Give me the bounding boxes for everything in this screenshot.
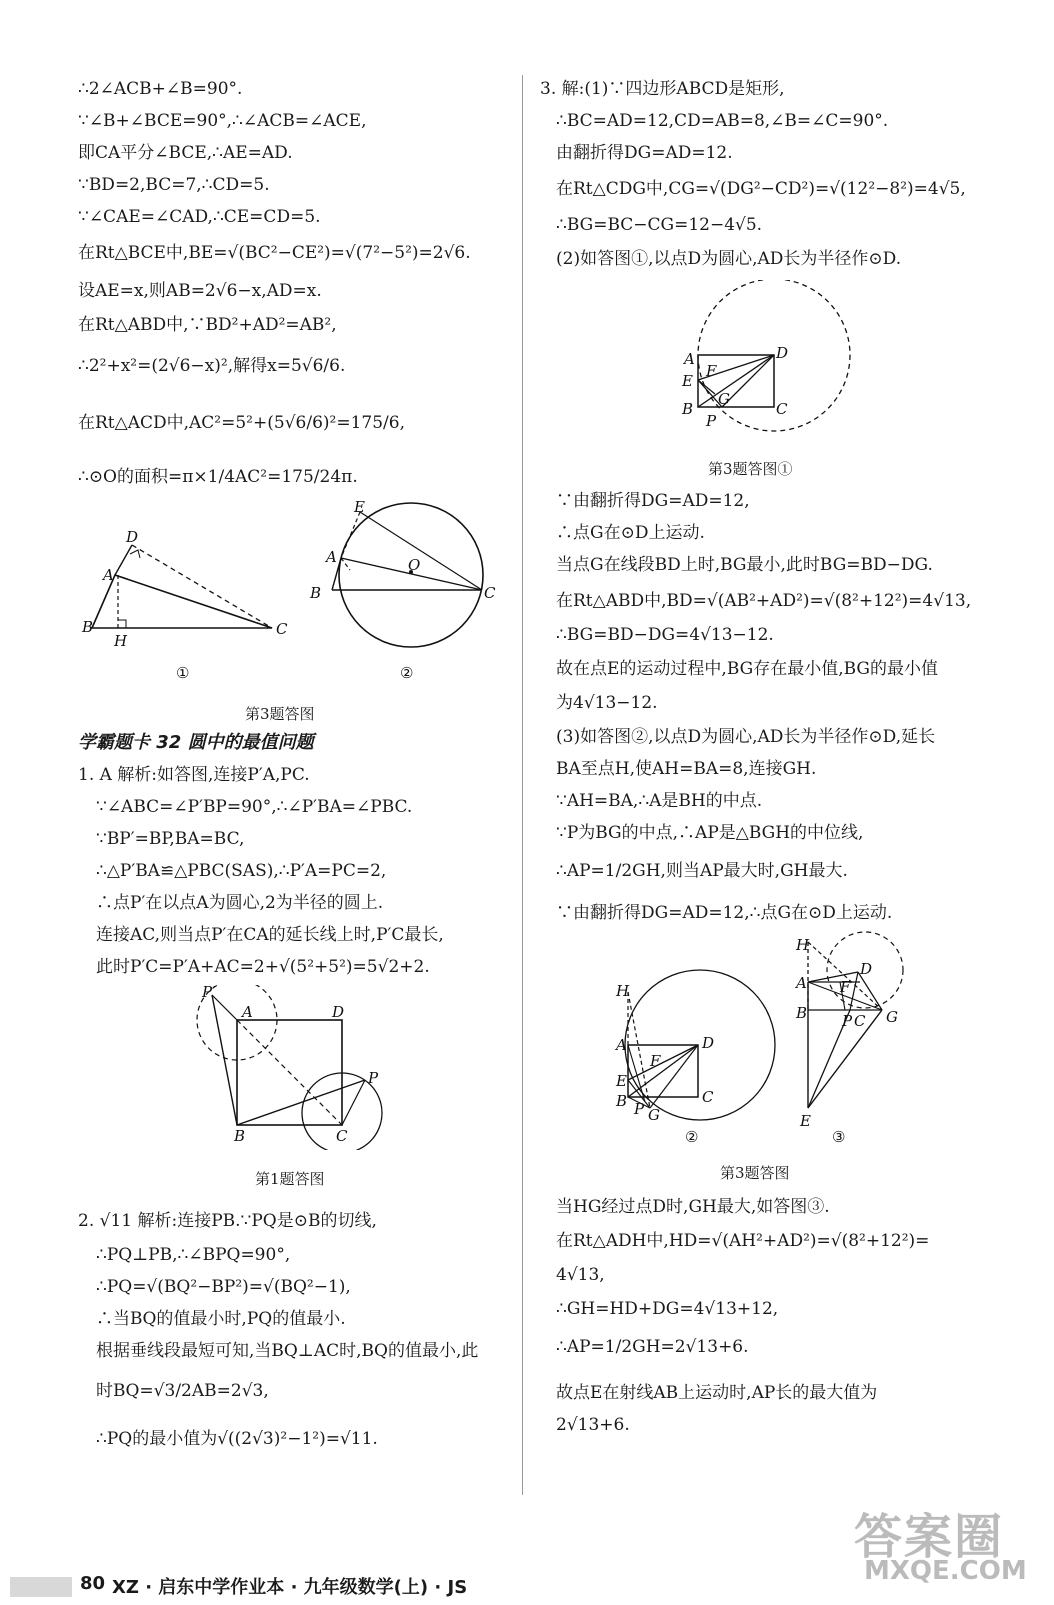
svg-text:O: O bbox=[408, 556, 421, 574]
text-line: ∴2²+x²=(2√6−x)²,解得x=5√6/6. bbox=[78, 356, 346, 376]
svg-text:F: F bbox=[840, 978, 851, 996]
text-line: 时BQ=√3/2AB=2√3, bbox=[96, 1381, 269, 1401]
text-line: ∴PQ⊥PB,∴∠BPQ=90°, bbox=[96, 1245, 291, 1265]
svg-text:A: A bbox=[796, 974, 807, 992]
text-line: 当点G在线段BD上时,BG最小,此时BG=BD−DG. bbox=[556, 555, 933, 575]
text-line: 在Rt△ABD中,BD=√(AB²+AD²)=√(8²+12²)=4√13, bbox=[556, 591, 972, 611]
svg-text:D: D bbox=[126, 528, 139, 546]
text-line: 1. A 解析:如答图,连接P′A,PC. bbox=[78, 765, 310, 785]
svg-text:H: H bbox=[616, 982, 630, 1000]
page-number: 80 bbox=[80, 1573, 106, 1594]
fig3b-sub3-label: ③ bbox=[832, 1128, 846, 1146]
text-line: ∴当BQ的值最小时,PQ的值最小. bbox=[96, 1309, 346, 1329]
text-line: 故在点E的运动过程中,BG存在最小值,BG的最小值 bbox=[556, 659, 938, 679]
watermark bbox=[854, 1498, 1034, 1593]
text-line: ∵由翻折得DG=AD=12, bbox=[556, 491, 750, 511]
svg-text:F: F bbox=[706, 362, 717, 380]
svg-text:P′: P′ bbox=[202, 985, 216, 1001]
text-line: 即CA平分∠BCE,∴AE=AD. bbox=[78, 143, 293, 163]
fig3-caption: 第3题答图 bbox=[245, 705, 315, 723]
svg-text:F: F bbox=[650, 1052, 661, 1070]
fig3-sub1-label: ① bbox=[176, 664, 190, 682]
text-line: ∵BP′=BP,BA=BC, bbox=[96, 829, 245, 849]
text-line: (3)如答图②,以点D为圆心,AD长为半径作⊙D,延长 bbox=[556, 727, 936, 747]
watermark-top: 答案圈 bbox=[854, 1509, 1005, 1565]
watermark-bottom: MXQE.COM bbox=[864, 1556, 1027, 1586]
text-line: ∴BG=BD−DG=4√13−12. bbox=[556, 625, 774, 645]
text-line: ∵∠B+∠BCE=90°,∴∠ACB=∠ACE, bbox=[78, 111, 367, 131]
svg-text:P: P bbox=[842, 1012, 853, 1030]
svg-text:A: A bbox=[616, 1036, 627, 1054]
text-line: 在Rt△ABD中,∵BD²+AD²=AB², bbox=[78, 315, 337, 335]
svg-text:B: B bbox=[682, 400, 694, 418]
svg-text:H: H bbox=[796, 936, 810, 954]
svg-text:D: D bbox=[702, 1034, 715, 1052]
text-line: 3. 解:(1)∵四边形ABCD是矩形, bbox=[540, 79, 785, 99]
footer-text: XZ · 启东中学作业本 · 九年级数学(上) · JS bbox=[112, 1577, 468, 1598]
svg-text:P: P bbox=[634, 1100, 645, 1118]
text-line: 2. √11 解析:连接PB.∵PQ是⊙B的切线, bbox=[78, 1211, 377, 1231]
text-line: ∵BD=2,BC=7,∴CD=5. bbox=[78, 175, 270, 195]
svg-text:B: B bbox=[796, 1004, 808, 1022]
svg-text:C: C bbox=[336, 1127, 348, 1145]
svg-text:A: A bbox=[684, 350, 695, 368]
text-line: ∵∠ABC=∠P′BP=90°,∴∠P′BA=∠PBC. bbox=[96, 797, 413, 817]
fig3b-caption: 第3题答图 bbox=[720, 1164, 790, 1182]
text-line: ∵P为BG的中点,∴AP是△BGH的中位线, bbox=[556, 823, 864, 843]
svg-text:C: C bbox=[776, 400, 788, 418]
svg-text:B: B bbox=[310, 584, 322, 602]
svg-text:E: E bbox=[800, 1112, 811, 1130]
svg-text:B: B bbox=[616, 1092, 628, 1110]
text-line: 连接AC,则当点P′在CA的延长线上时,P′C最长, bbox=[96, 925, 444, 945]
section-title: 学霸题卡 32 圆中的最值问题 bbox=[78, 732, 314, 753]
svg-text:D: D bbox=[776, 344, 789, 362]
svg-text:G: G bbox=[718, 390, 730, 408]
svg-text:C: C bbox=[702, 1088, 714, 1106]
text-line: ∴GH=HD+DG=4√13+12, bbox=[556, 1299, 779, 1319]
diagram-2b bbox=[614, 970, 775, 1124]
diagram-3 bbox=[794, 932, 903, 1130]
svg-text:C: C bbox=[276, 620, 288, 638]
text-line: ∴AP=1/2GH,则当AP最大时,GH最大. bbox=[556, 861, 848, 881]
svg-text:G: G bbox=[886, 1008, 898, 1026]
text-line: ∵由翻折得DG=AD=12,∴点G在⊙D上运动. bbox=[556, 903, 893, 923]
text-line: ∴⊙O的面积=π×1/4AC²=175/24π. bbox=[78, 467, 358, 487]
diagram-2 bbox=[309, 500, 496, 647]
text-line: 在Rt△ACD中,AC²=5²+(5√6/6)²=175/6, bbox=[78, 413, 405, 433]
svg-text:P: P bbox=[706, 412, 717, 430]
svg-text:C: C bbox=[854, 1012, 866, 1030]
svg-text:A: A bbox=[103, 566, 114, 584]
svg-text:C: C bbox=[484, 584, 496, 602]
svg-text:A: A bbox=[326, 548, 337, 566]
text-line: BA至点H,使AH=BA=8,连接GH. bbox=[556, 759, 817, 779]
fig3-sub2-label: ② bbox=[400, 664, 414, 682]
text-line: 在Rt△BCE中,BE=√(BC²−CE²)=√(7²−5²)=2√6. bbox=[78, 243, 471, 263]
text-line: ∴点P′在以点A为圆心,2为半径的圆上. bbox=[96, 893, 384, 913]
text-line: 4√13, bbox=[556, 1265, 605, 1285]
text-line: 在Rt△CDG中,CG=√(DG²−CD²)=√(12²−8²)=4√5, bbox=[556, 179, 966, 199]
text-line: ∴PQ的最小值为√((2√3)²−1²)=√11. bbox=[96, 1429, 378, 1449]
fig3a-caption: 第3题答图① bbox=[708, 460, 793, 478]
fig1-caption: 第1题答图 bbox=[255, 1170, 325, 1188]
column-divider bbox=[522, 75, 523, 1495]
text-line: ∴点G在⊙D上运动. bbox=[556, 523, 705, 543]
text-line: 此时P′C=P′A+AC=2+√(5²+5²)=5√2+2. bbox=[96, 957, 430, 977]
text-line: 在Rt△ADH中,HD=√(AH²+AD²)=√(8²+12²)= bbox=[556, 1231, 930, 1251]
text-line: ∴△P′BA≌△PBC(SAS),∴P′A=PC=2, bbox=[96, 861, 387, 881]
text-line: 当HG经过点D时,GH最大,如答图③. bbox=[556, 1197, 830, 1217]
svg-text:D: D bbox=[860, 960, 873, 978]
fig1-diagram bbox=[190, 985, 400, 1150]
text-line: ∵AH=BA,∴A是BH的中点. bbox=[556, 791, 763, 811]
svg-text:G: G bbox=[648, 1106, 660, 1124]
text-line: 根据垂线段最短可知,当BQ⊥AC时,BQ的值最小,此 bbox=[96, 1341, 479, 1361]
svg-text:E: E bbox=[682, 372, 693, 390]
text-line: ∴AP=1/2GH=2√13+6. bbox=[556, 1337, 749, 1357]
text-line: ∴2∠ACB+∠B=90°. bbox=[78, 79, 243, 99]
footer-bar bbox=[10, 1577, 72, 1597]
fig3bc-diagrams bbox=[600, 930, 920, 1152]
svg-text:B: B bbox=[82, 618, 94, 636]
svg-text:B: B bbox=[234, 1127, 246, 1145]
text-line: 故点E在射线AB上运动时,AP长的最大值为 bbox=[556, 1383, 878, 1403]
text-line: 2√13+6. bbox=[556, 1415, 630, 1435]
text-line: 由翻折得DG=AD=12. bbox=[556, 143, 733, 163]
svg-text:A: A bbox=[242, 1003, 253, 1021]
text-line: (2)如答图①,以点D为圆心,AD长为半径作⊙D. bbox=[556, 249, 902, 269]
fig3b-sub2-label: ② bbox=[685, 1128, 699, 1146]
diagram-1 bbox=[81, 528, 288, 650]
text-line: ∵∠CAE=∠CAD,∴CE=CD=5. bbox=[78, 207, 321, 227]
text-line: 为4√13−12. bbox=[556, 693, 658, 713]
svg-text:E: E bbox=[354, 500, 365, 516]
text-line: ∴PQ=√(BQ²−BP²)=√(BQ²−1), bbox=[96, 1277, 351, 1297]
text-line: ∴BG=BC−CG=12−4√5. bbox=[556, 215, 763, 235]
svg-text:E: E bbox=[616, 1072, 627, 1090]
fig3a-diagram bbox=[670, 280, 870, 445]
svg-text:D: D bbox=[332, 1003, 345, 1021]
svg-text:P: P bbox=[368, 1069, 379, 1087]
fig3-diagrams bbox=[70, 500, 510, 690]
svg-text:H: H bbox=[114, 632, 128, 650]
text-line: 设AE=x,则AB=2√6−x,AD=x. bbox=[78, 281, 322, 301]
text-line: ∴BC=AD=12,CD=AB=8,∠B=∠C=90°. bbox=[556, 111, 889, 131]
